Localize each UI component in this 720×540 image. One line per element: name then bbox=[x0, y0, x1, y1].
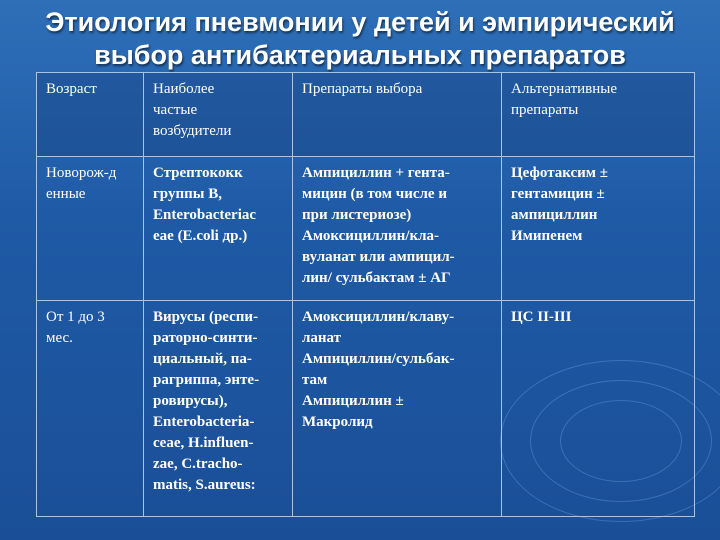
table-row bbox=[37, 301, 695, 517]
cell-line: Ампициллин + гента- bbox=[302, 165, 450, 181]
cell-line: matis, S.aureus: bbox=[153, 477, 256, 493]
cell-age bbox=[37, 301, 144, 517]
cell-line: циальный, па- bbox=[153, 351, 252, 367]
cell-line: Цефотаксим ± bbox=[511, 165, 609, 181]
title-line: Этиология пневмонии у детей и эмпирический bbox=[45, 7, 675, 37]
cell-line: вуланат или ампицил- bbox=[302, 249, 455, 265]
cell-line: раторно-синти- bbox=[153, 330, 258, 346]
cell-line: Амоксициллин/клаву- bbox=[302, 309, 455, 325]
cell-line: От 1 до 3 bbox=[46, 309, 105, 325]
cell-line: Стрептококк bbox=[153, 165, 243, 181]
table-header-row bbox=[37, 73, 695, 157]
cell-pathogens bbox=[144, 301, 293, 517]
cell-line: Альтернативные bbox=[511, 81, 618, 97]
cell-line: там bbox=[302, 372, 328, 388]
cell-line: частые bbox=[153, 102, 198, 118]
cell-line: лин/ сульбактам ± АГ bbox=[302, 270, 451, 286]
cell-drugs-of-choice bbox=[293, 301, 502, 517]
cell-pathogens bbox=[144, 157, 293, 301]
etiology-table bbox=[36, 72, 695, 517]
table-row bbox=[37, 157, 695, 301]
title-line: выбор антибактериальных препаратов bbox=[94, 40, 626, 70]
cell-line: ceae, H.influen- bbox=[153, 435, 254, 451]
cell-line: препараты bbox=[511, 102, 579, 118]
cell-line: Новорож-д bbox=[46, 165, 117, 181]
cell-line: гентамицин ± bbox=[511, 186, 605, 202]
cell-alternative-drugs bbox=[502, 157, 695, 301]
cell-alternative-drugs bbox=[502, 301, 695, 517]
cell-line: Возраст bbox=[46, 81, 97, 97]
header-cell-age bbox=[37, 73, 144, 157]
cell-line: группы В, bbox=[153, 186, 222, 202]
cell-line: ЦС II-III bbox=[511, 309, 572, 325]
cell-line: ровирусы), bbox=[153, 393, 228, 409]
cell-line: Препараты выбора bbox=[302, 81, 423, 97]
cell-line: Макролид bbox=[302, 414, 373, 430]
cell-line: Наиболее bbox=[153, 81, 215, 97]
cell-line: рагриппа, энте- bbox=[153, 372, 260, 388]
cell-drugs-of-choice bbox=[293, 157, 502, 301]
cell-line: возбудители bbox=[153, 123, 232, 139]
cell-line: Enterobacteriac bbox=[153, 207, 257, 223]
cell-line: при листериозе) bbox=[302, 207, 412, 223]
cell-age bbox=[37, 157, 144, 301]
cell-line: ампициллин bbox=[511, 207, 598, 223]
header-cell-alternative-drugs bbox=[502, 73, 695, 157]
cell-line: zae, C.tracho- bbox=[153, 456, 243, 472]
header-cell-pathogens bbox=[144, 73, 293, 157]
cell-line: Вирусы (респи- bbox=[153, 309, 259, 325]
cell-line: Имипенем bbox=[511, 228, 583, 244]
cell-line: енные bbox=[46, 186, 86, 202]
cell-line: ланат bbox=[302, 330, 342, 346]
cell-line: Ампициллин/сульбак- bbox=[302, 351, 455, 367]
cell-line: Ампициллин ± bbox=[302, 393, 404, 409]
cell-line: Амоксициллин/кла- bbox=[302, 228, 440, 244]
cell-line: мес. bbox=[46, 330, 73, 346]
slide-title bbox=[10, 6, 710, 72]
cell-line: мицин (в том числе и bbox=[302, 186, 447, 202]
header-cell-drugs-of-choice bbox=[293, 73, 502, 157]
cell-line: Enterobacteria- bbox=[153, 414, 255, 430]
cell-line: eae (E.coli др.) bbox=[153, 228, 248, 244]
